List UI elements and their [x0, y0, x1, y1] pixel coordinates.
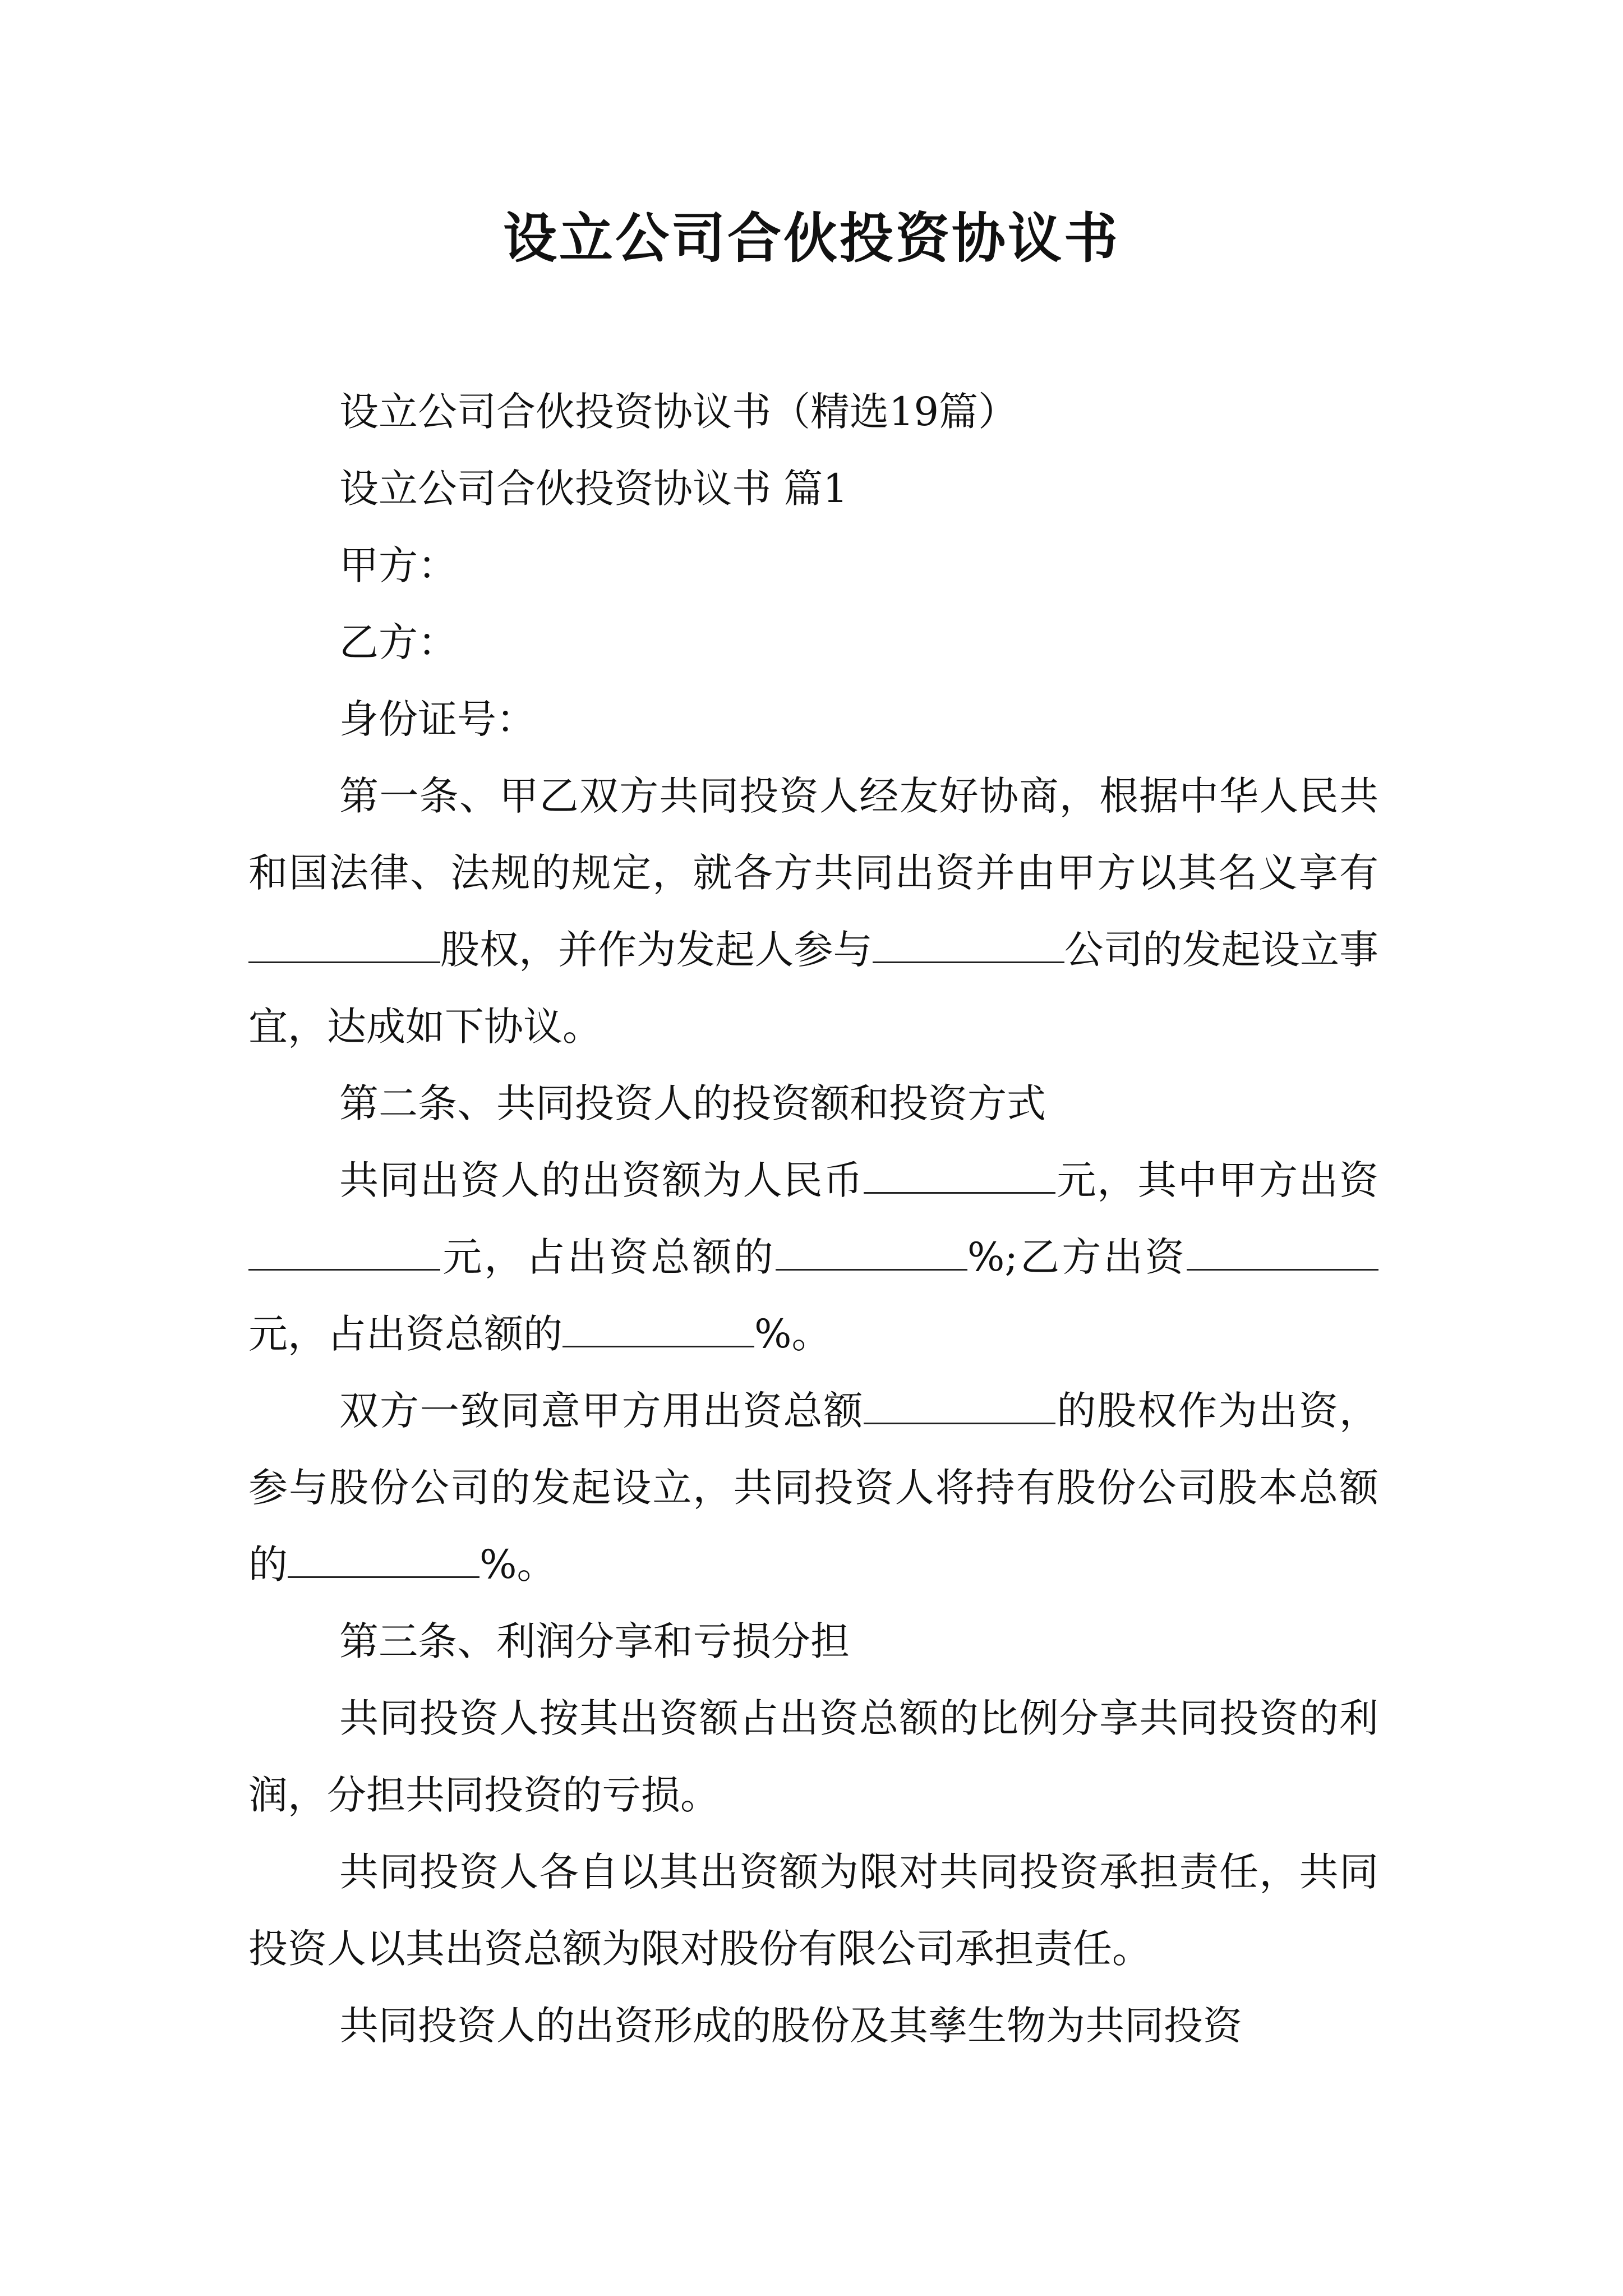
party-a-label: 甲方：	[339, 542, 457, 588]
article-2-p1-text-4: %;乙方出资	[967, 1234, 1187, 1280]
article-2-paragraph-2	[248, 1373, 1378, 1603]
section-heading: 设立公司合伙投资协议书 篇1	[339, 466, 848, 512]
fill-blank	[248, 1235, 440, 1271]
article-1-text-2: 股权，并作为发起人参与	[440, 927, 873, 973]
article-2-p2-text-1: 双方一致同意甲方用出资总额	[339, 1388, 864, 1434]
article-3-paragraph-2: 共同投资人各自以其出资额为限对共同投资承担责任，共同投资人以其出资总额为限对股份有限公司承担责任。	[248, 1849, 1378, 1972]
article-2-p1-text-3: 元，占出资总额的	[440, 1234, 776, 1280]
fill-blank	[864, 1389, 1055, 1424]
fill-blank	[873, 928, 1064, 963]
fill-blank	[248, 928, 440, 963]
article-2-p1-text-1: 共同出资人的出资额为人民币	[339, 1157, 864, 1203]
article-3-heading: 第三条、利润分享和亏损分担	[339, 1618, 850, 1664]
id-number-label: 身份证号：	[339, 696, 536, 742]
article-1-text-1: 第一条、甲乙双方共同投资人经友好协商，根据中华人民共和国法律、法规的规定，就各方共同出资并由甲方以其名义享有	[248, 773, 1378, 896]
article-1-text-3: 公司的发起设立事宜，达成如下协议。	[248, 927, 1379, 1050]
article-2-p2-text-3: %。	[479, 1542, 556, 1588]
document-body	[248, 374, 1378, 2064]
article-3-paragraph-1: 共同投资人按其出资额占出资总额的比例分享共同投资的利润，分担共同投资的亏损。	[248, 1695, 1378, 1818]
article-3-paragraph-3: 共同投资人的出资形成的股份及其孳生物为共同投资	[339, 2003, 1242, 2049]
article-2-p1-text-2: 元，其中甲方出资	[1055, 1157, 1379, 1203]
article-2-p1-text-6: %。	[754, 1311, 831, 1357]
fill-blank	[864, 1158, 1055, 1194]
article-2-p1-text-5: 元，占出资总额的	[248, 1311, 562, 1357]
fill-blank	[562, 1312, 754, 1347]
party-b-label: 乙方：	[339, 619, 457, 665]
fill-blank	[776, 1235, 967, 1271]
fill-blank	[1187, 1235, 1378, 1271]
fill-blank	[288, 1543, 479, 1578]
article-2-paragraph-1	[248, 1142, 1378, 1373]
document-title: 设立公司合伙投资协议书	[503, 206, 1120, 270]
article-2-p2-text-2: 的股权作为出资，参与股份公司的发起设立，共同投资人将持有股份公司股本总额的	[248, 1388, 1379, 1588]
article-1-paragraph	[248, 758, 1378, 1065]
document-subtitle: 设立公司合伙投资协议书（精选19篇）	[339, 389, 1018, 435]
article-2-heading: 第二条、共同投资人的投资额和投资方式	[339, 1080, 1046, 1126]
